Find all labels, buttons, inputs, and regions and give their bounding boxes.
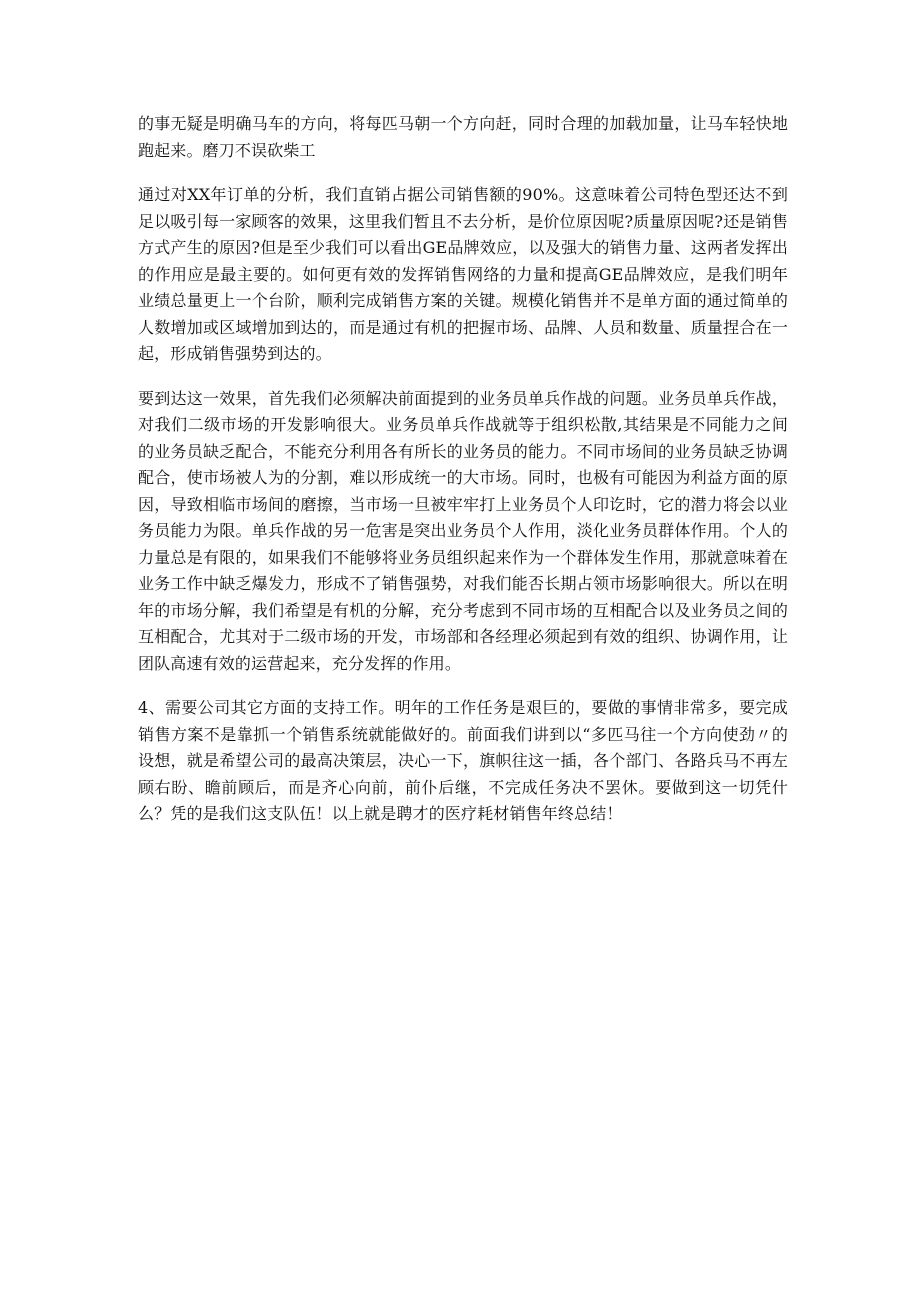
paragraph-1: 的事无疑是明确马车的方向，将每匹马朝一个方向赶，同时合理的加载加量，让马车轻快地跑起来。磨刀不误砍柴工 (138, 114, 788, 160)
paragraph-3: 要到达这一效果，首先我们必须解决前面提到的业务员单兵作战的问题。业务员单兵作战，对我们二级市场的开发影响很大。业务员单兵作战就等于组织松散,其结果是不同能力之间的业务员缺乏配合，不能充分利用各有所长的业务员的能力。不同市场间的业务员缺乏协调配合，使市场被人为的分割，难以形成统一的大市场。同时，也极有可能因为利益方面的原因，导致相临市场间的磨擦，当市场一旦被牢牢打上业务员个人印讫时，它的潜力将会以业务员能力为限。单兵作战的另一危害是突出业务员个人作用，淡化业务员群体作用。个人的力量总是有限的，如果我们不能够将业务员组织起来作为一个群体发生作用，那就意味着在业务工作中缺乏爆发力，形成不了销售强势，对我们能否长期占领市场影响很大。所以在明年的市场分解，我们希望是有机的分解，充分考虑到不同市场的互相配合以及业务员之间的互相配合，尤其对于二级市场的开发，市场部和各经理必须起到有效的组织、协调作用，让团队高速有效的运营起来，充分发挥的作用。 (138, 388, 788, 673)
document-body (138, 111, 788, 846)
paragraph-2: 通过对XX年订单的分析，我们直销占据公司销售额的90%。这意味着公司特色型还达不到足以吸引每一家顾客的效果，这里我们暂且不去分析，是价位原因呢?质量原因呢?还是销售方式产生的原因?但是至少我们可以看出GE品牌效应，以及强大的销售力量、这两者发挥出的作用应是最主要的。如何更有效的发挥销售网络的力量和提高GE品牌效应，是我们明年业绩总量更上一个台阶，顺利完成销售方案的关键。规模化销售并不是单方面的通过简单的人数增加或区域增加到达的，而是通过有机的把握市场、品牌、人员和数量、质量捏合在一起，形成销售强势到达的。 (138, 185, 788, 363)
paragraph-4: 4、需要公司其它方面的支持工作。明年的工作任务是艰巨的，要做的事情非常多，要完成销售方案不是靠抓一个销售系统就能做好的。前面我们讲到以“多匹马往一个方向使劲〃的设想，就是希望公司的最高决策层，决心一下，旗帜往这一插，各个部门、各路兵马不再左顾右盼、瞻前顾后，而是齐心向前，前仆后继，不完成任务决不罢休。要做到这一切凭什么？凭的是我们这支队伍！以上就是聘才的医疗耗材销售年终总结！ (138, 698, 788, 823)
